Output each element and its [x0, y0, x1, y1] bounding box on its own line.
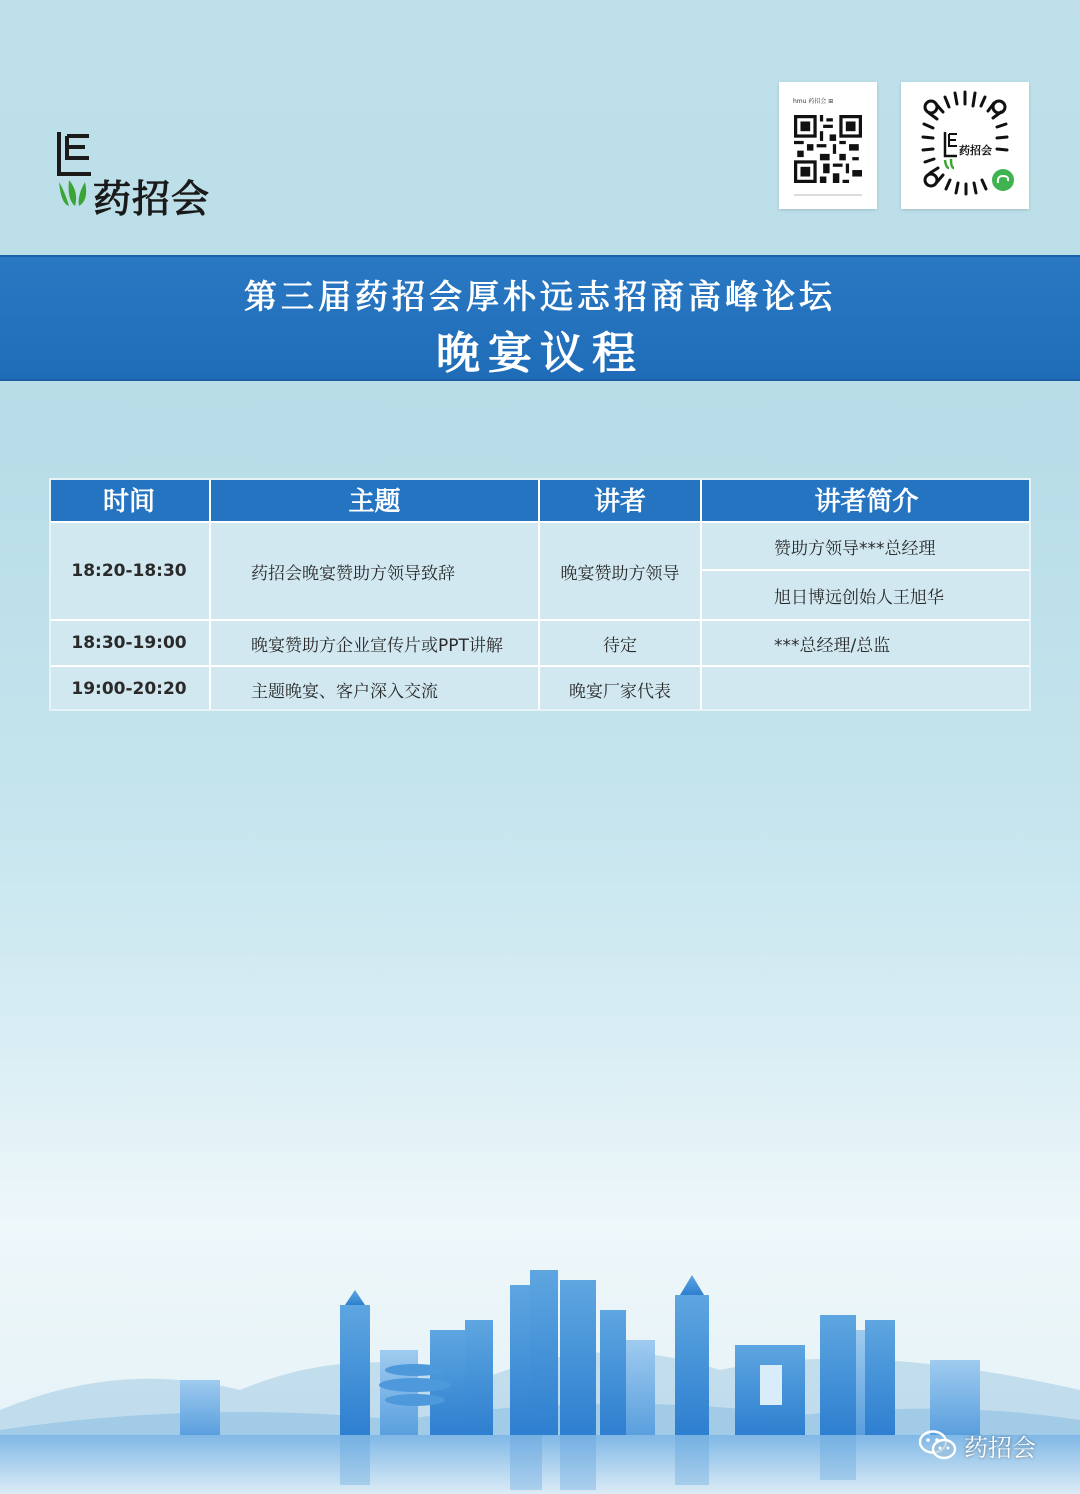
qr-code-icon [794, 115, 862, 183]
row-topic: 晚宴赞助方企业宣传片或PPT讲解 [211, 621, 540, 665]
row-time: 19:00-20:20 [49, 667, 211, 711]
wechat-watermark [918, 1427, 1036, 1463]
row-topic: 主题晚宴、客户深入交流 [211, 667, 540, 711]
title-banner [0, 255, 1080, 381]
intro-line: 赞助方领导***总经理 [702, 523, 1031, 571]
table-row [49, 619, 1031, 665]
qr-code-left [779, 82, 877, 209]
logo-e-icon [55, 130, 95, 178]
mini-program-code [901, 82, 1029, 209]
page-title: 晚宴议程 [436, 328, 644, 379]
header-intro: 讲者简介 [702, 478, 1031, 521]
row-time: 18:30-19:00 [49, 621, 211, 665]
header-time: 时间 [49, 478, 211, 521]
row-speaker: 待定 [540, 621, 702, 665]
row-speaker: 晚宴赞助方领导 [540, 523, 702, 619]
header-speaker: 讲者 [540, 478, 702, 521]
row-topic: 药招会晚宴赞助方领导致辞 [211, 523, 540, 619]
agenda-table [49, 478, 1031, 711]
table-header [49, 478, 1031, 521]
qr-footer-line [794, 194, 862, 196]
row-intro [702, 523, 1031, 619]
mini-code-text: 药招会 [959, 144, 992, 157]
row-speaker: 晚宴厂家代表 [540, 667, 702, 711]
leaf-icon [57, 178, 93, 208]
table-row [49, 521, 1031, 619]
logo-text: 药招会 [93, 177, 211, 221]
forum-title: 第三届药招会厚朴远志招商高峰论坛 [244, 277, 836, 316]
wechat-icon [918, 1429, 958, 1461]
qr-header: hmu 药招会 ⊞ [793, 98, 834, 105]
intro-line: 旭日博远创始人王旭华 [774, 587, 944, 608]
header-topic: 主题 [211, 478, 540, 521]
watermark-text: 药招会 [964, 1433, 1036, 1462]
mini-program-code-icon [901, 82, 1029, 209]
row-time: 18:20-18:30 [49, 523, 211, 619]
row-intro [702, 667, 1031, 711]
logo [55, 130, 230, 221]
row-intro: ***总经理/总监 [774, 635, 891, 656]
table-row [49, 665, 1031, 711]
